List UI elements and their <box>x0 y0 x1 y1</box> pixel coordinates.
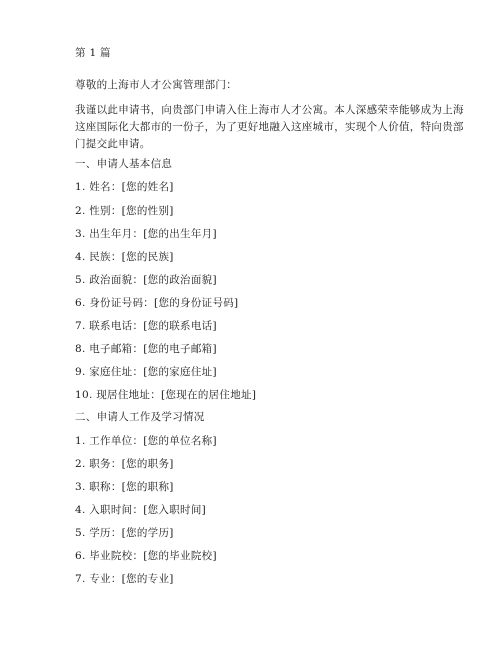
intro-line-3: 门提交此申请。 <box>75 138 151 150</box>
list-item: 3. 职称：[您的职称] <box>75 481 174 493</box>
list-item: 1. 姓名：[您的姓名] <box>75 181 174 193</box>
list-item: 8. 电子邮箱：[您的电子邮箱] <box>75 343 217 355</box>
list-item: 1. 工作单位：[您的单位名称] <box>75 435 217 447</box>
list-item: 7. 专业：[您的专业] <box>75 573 174 585</box>
chapter-label: 第 1 篇 <box>75 47 111 59</box>
list-item: 6. 身份证号码：[您的身份证号码] <box>75 297 239 309</box>
section-heading-work-study: 二、申请人工作及学习情况 <box>75 411 205 423</box>
list-item: 2. 职务：[您的职务] <box>75 458 174 470</box>
list-item: 6. 毕业院校：[您的毕业院校] <box>75 550 217 562</box>
list-item: 2. 性别：[您的性别] <box>75 205 174 217</box>
intro-line-2: 这座国际化大都市的一份子，为了更好地融入这座城市，实现个人价值，特向贵部 <box>75 121 464 133</box>
intro-line-1: 我谨以此申请书，向贵部门申请入住上海市人才公寓。本人深感荣幸能够成为上海 <box>75 104 464 116</box>
salutation: 尊敬的上海市人才公寓管理部门： <box>75 79 237 91</box>
list-item: 4. 入职时间：[您入职时间] <box>75 504 207 516</box>
list-item: 5. 学历：[您的学历] <box>75 527 174 539</box>
list-item: 7. 联系电话：[您的联系电话] <box>75 320 217 332</box>
list-item: 4. 民族：[您的民族] <box>75 251 174 263</box>
list-item: 10. 现居住地址：[您现在的居住地址] <box>75 389 257 401</box>
list-item: 3. 出生年月：[您的出生年月] <box>75 228 217 240</box>
section-heading-basic-info: 一、申请人基本信息 <box>75 158 173 170</box>
list-item: 5. 政治面貌：[您的政治面貌] <box>75 274 217 286</box>
list-item: 9. 家庭住址：[您的家庭住址] <box>75 366 217 378</box>
